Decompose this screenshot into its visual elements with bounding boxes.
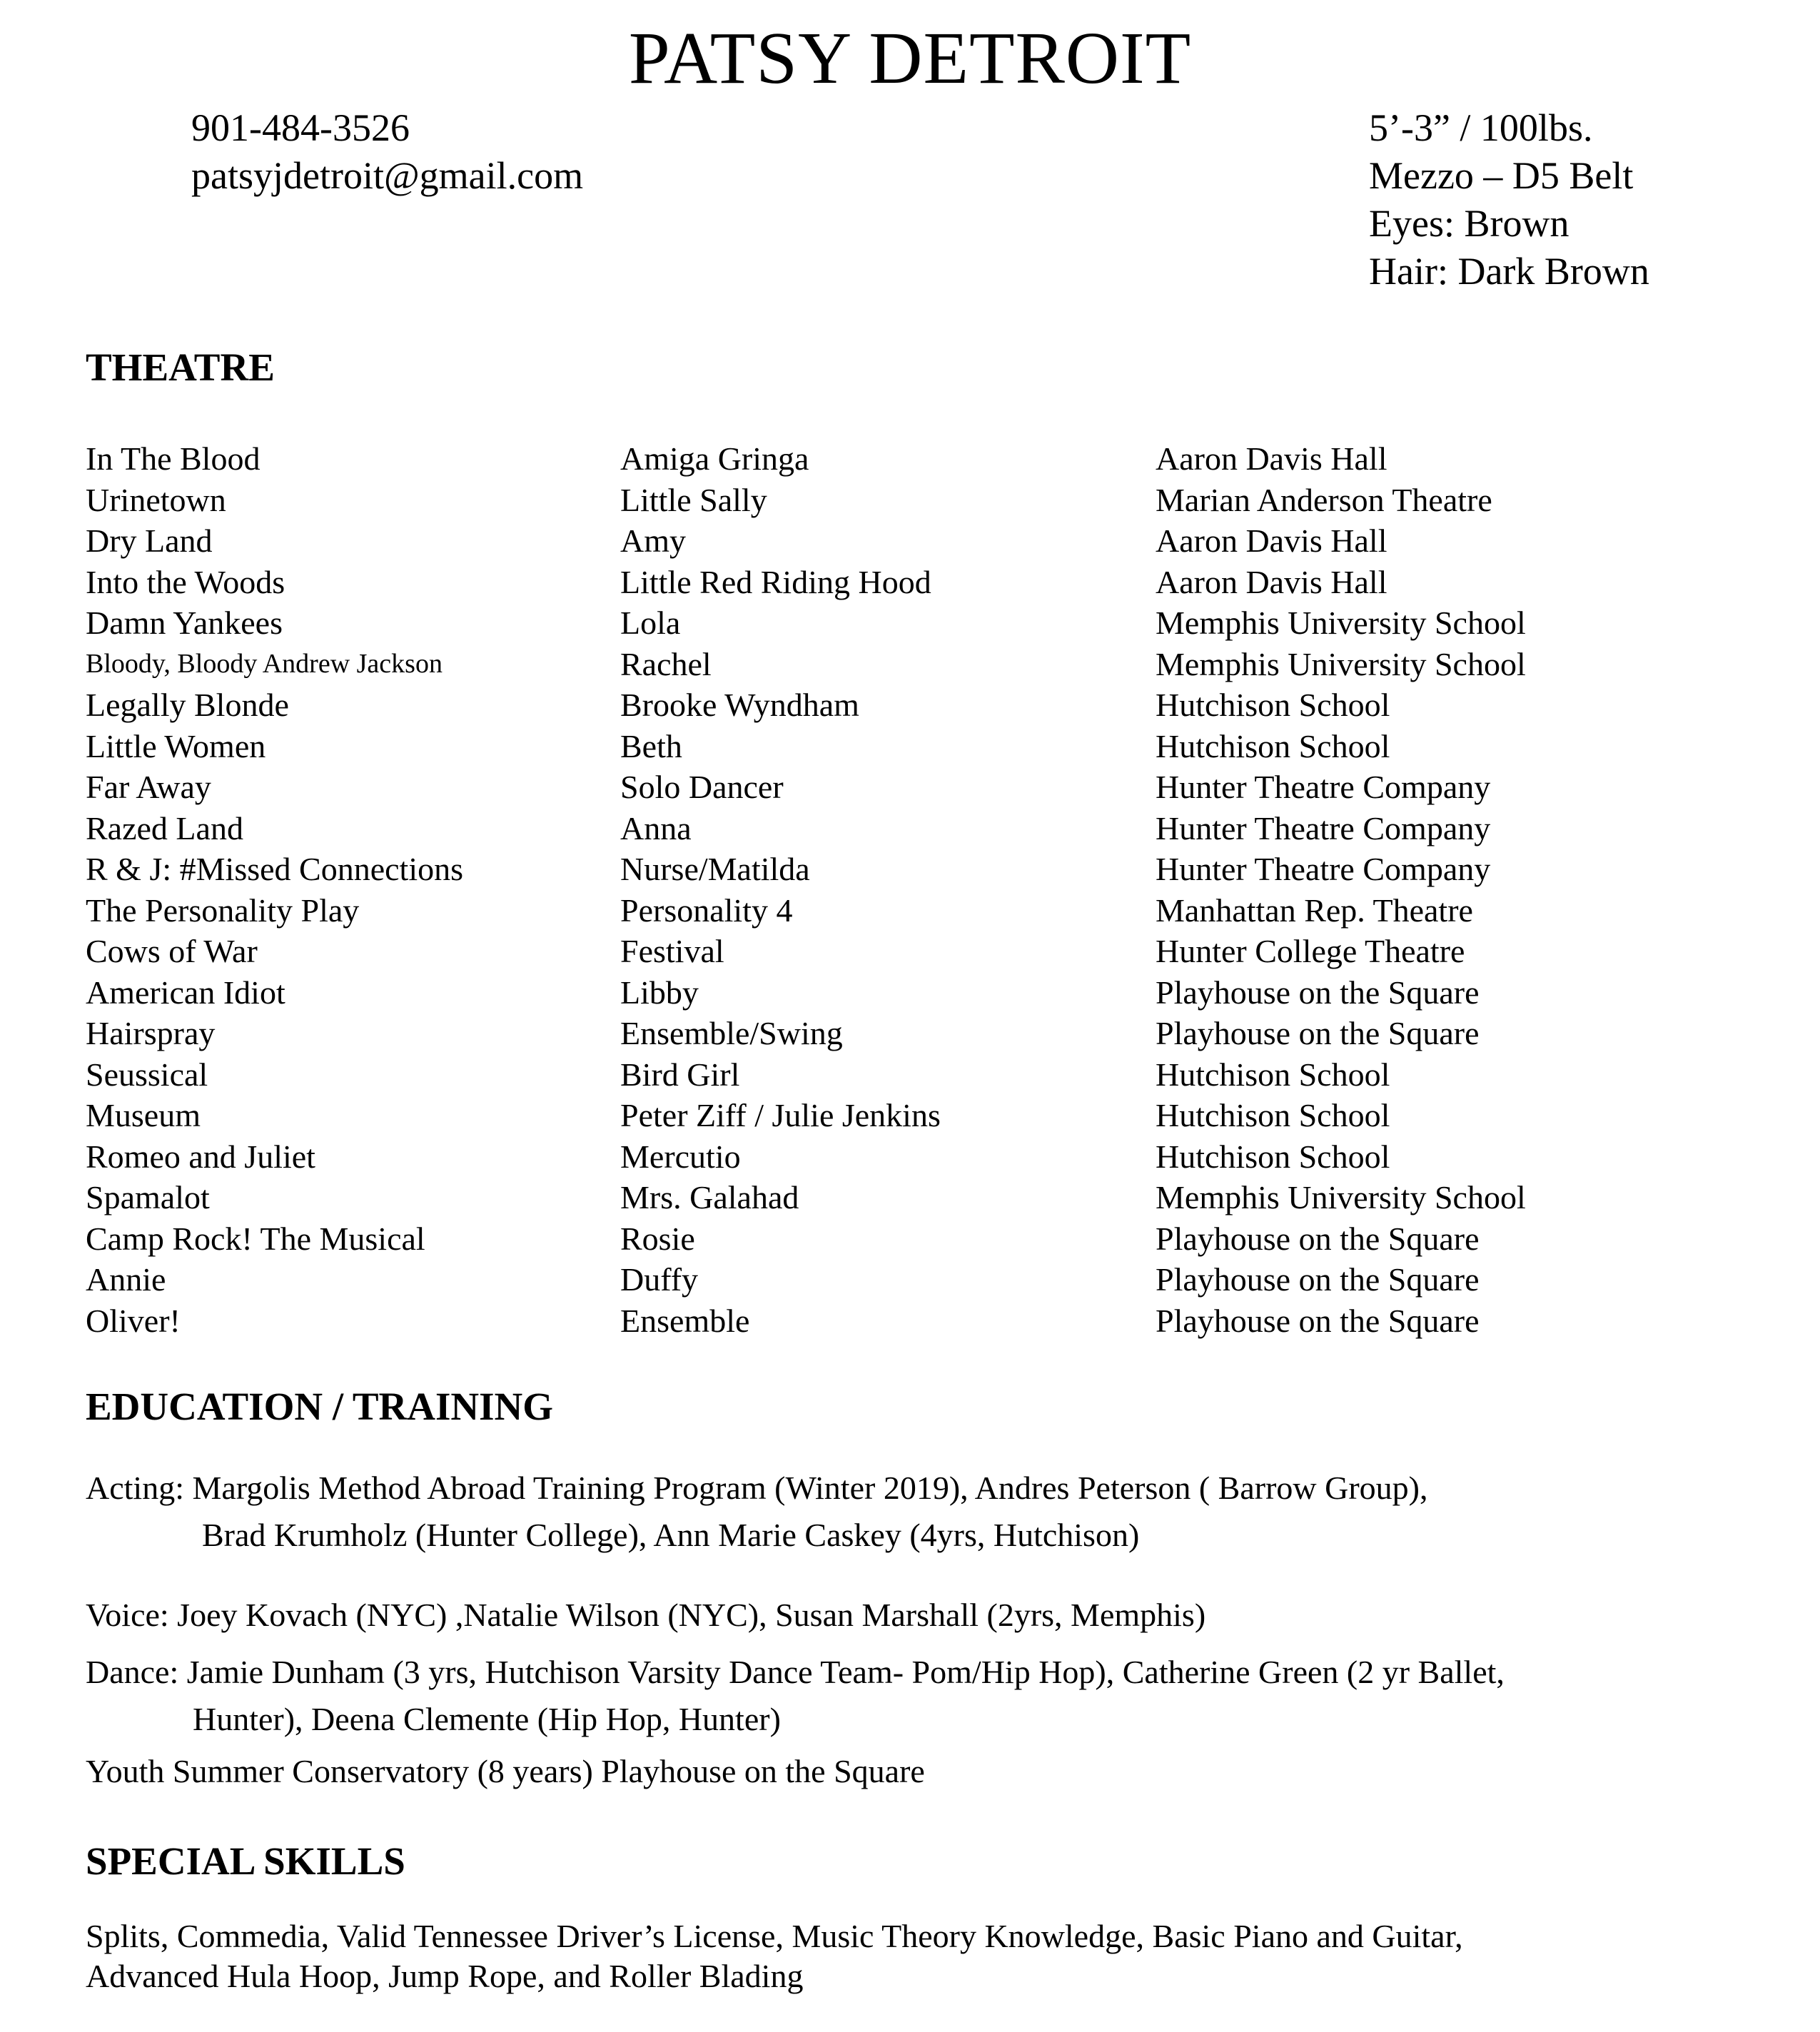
credit-venue: Aaron Davis Hall	[1156, 563, 1387, 600]
skills-heading: SPECIAL SKILLS	[86, 1839, 405, 1883]
education-heading: EDUCATION / TRAINING	[86, 1385, 554, 1428]
credit-role: Ensemble	[620, 1302, 750, 1339]
credit-role: Personality 4	[620, 891, 793, 929]
contact-info	[191, 104, 583, 200]
credit-role: Beth	[620, 727, 682, 764]
physical-stats	[1369, 104, 1649, 295]
credit-role: Bird Girl	[620, 1056, 740, 1093]
credit-show: American Idiot	[86, 974, 285, 1011]
credit-show: Romeo and Juliet	[86, 1138, 315, 1175]
credit-show: R & J: #Missed Connections	[86, 851, 464, 887]
credit-venue: Aaron Davis Hall	[1156, 440, 1387, 477]
credit-role: Mercutio	[620, 1138, 741, 1175]
credit-show: Hairspray	[86, 1015, 216, 1051]
theatre-credit-row	[86, 602, 1727, 644]
theatre-credit-row	[86, 438, 1727, 480]
education-dance-line-1: Dance: Jamie Dunham (3 yrs, Hutchison Varsity Dance Team- Pom/Hip Hop), Catherine Green (2 yr Ballet,	[86, 1654, 1505, 1690]
credit-show: Annie	[86, 1261, 166, 1298]
credit-role: Festival	[620, 933, 724, 969]
eye-color: Eyes: Brown	[1369, 202, 1569, 245]
credit-show: Far Away	[86, 769, 211, 805]
skills-line-2: Advanced Hula Hoop, Jump Rope, and Roller Blading	[86, 1958, 804, 1994]
credit-role: Rachel	[620, 645, 712, 682]
theatre-heading: THEATRE	[86, 345, 275, 389]
credit-role: Duffy	[620, 1261, 699, 1298]
theatre-credit-row	[86, 931, 1727, 972]
theatre-credit-row	[86, 849, 1727, 890]
credit-role: Peter Ziff / Julie Jenkins	[620, 1097, 941, 1133]
theatre-credit-row	[86, 972, 1727, 1014]
credit-venue: Aaron Davis Hall	[1156, 522, 1387, 559]
credit-show: Dry Land	[86, 522, 213, 559]
credit-show: Little Women	[86, 727, 266, 764]
credit-venue: Hutchison School	[1156, 1056, 1390, 1093]
credit-venue: Hunter Theatre Company	[1156, 809, 1491, 846]
credit-show: Seussical	[86, 1056, 208, 1093]
skills-line-1: Splits, Commedia, Valid Tennessee Driver’s License, Music Theory Knowledge, Basic Piano and Guitar,	[86, 1918, 1463, 1954]
credit-venue: Playhouse on the Square	[1156, 974, 1480, 1011]
credit-role: Libby	[620, 974, 699, 1011]
special-skills-text	[86, 1916, 1463, 1996]
theatre-credit-row	[86, 1013, 1727, 1054]
credit-show: Bloody, Bloody Andrew Jackson	[86, 648, 443, 679]
education-acting-line-2: Brad Krumholz (Hunter College), Ann Marie Caskey (4yrs, Hutchison)	[202, 1517, 1140, 1553]
theatre-credit-row	[86, 1300, 1727, 1342]
education-voice: Voice: Joey Kovach (NYC) ,Natalie Wilson (NYC), Susan Marshall (2yrs, Memphis)	[86, 1597, 1206, 1633]
credit-show: Damn Yankees	[86, 605, 283, 641]
credit-show: Camp Rock! The Musical	[86, 1220, 425, 1257]
theatre-credit-row	[86, 1177, 1727, 1218]
theatre-credit-row	[86, 520, 1727, 562]
credit-show: Cows of War	[86, 933, 258, 969]
credit-show: Urinetown	[86, 481, 226, 518]
credit-venue: Marian Anderson Theatre	[1156, 481, 1492, 518]
credit-venue: Hutchison School	[1156, 1138, 1390, 1175]
theatre-credit-row	[86, 480, 1727, 521]
credit-show: Spamalot	[86, 1179, 210, 1215]
credit-show: Museum	[86, 1097, 201, 1133]
education-acting-line-1: Acting: Margolis Method Abroad Training Program (Winter 2019), Andres Peterson ( Barrow Group),	[86, 1470, 1428, 1506]
theatre-credit-row	[86, 644, 1727, 685]
theatre-credit-row	[86, 1259, 1727, 1300]
credit-venue: Manhattan Rep. Theatre	[1156, 891, 1473, 929]
credit-show: Oliver!	[86, 1302, 181, 1339]
credit-role: Nurse/Matilda	[620, 851, 810, 887]
credit-venue: Hunter College Theatre	[1156, 933, 1465, 969]
credit-role: Amy	[620, 522, 686, 559]
credit-role: Ensemble/Swing	[620, 1015, 843, 1051]
credit-role: Mrs. Galahad	[620, 1179, 799, 1215]
email-address: patsyjdetroit@gmail.com	[191, 154, 584, 197]
theatre-credit-row	[86, 767, 1727, 808]
credit-venue: Playhouse on the Square	[1156, 1302, 1480, 1339]
credit-show: Legally Blonde	[86, 687, 289, 723]
theatre-credit-row	[86, 1054, 1727, 1096]
credit-venue: Hutchison School	[1156, 727, 1390, 764]
credit-role: Solo Dancer	[620, 769, 784, 805]
education-dance-line-2: Hunter), Deena Clemente (Hip Hop, Hunter)	[193, 1701, 781, 1737]
theatre-credit-row	[86, 1218, 1727, 1260]
theatre-credit-row	[86, 684, 1727, 726]
credit-role: Rosie	[620, 1220, 695, 1257]
credit-role: Anna	[620, 809, 692, 846]
credit-venue: Playhouse on the Square	[1156, 1261, 1480, 1298]
credit-venue: Hunter Theatre Company	[1156, 769, 1491, 805]
theatre-credit-row	[86, 890, 1727, 931]
credit-role: Little Sally	[620, 481, 767, 518]
credit-venue: Hunter Theatre Company	[1156, 851, 1491, 887]
voice-type: Mezzo – D5 Belt	[1369, 154, 1634, 197]
credit-show: Into the Woods	[86, 563, 285, 600]
credit-role: Little Red Riding Hood	[620, 563, 931, 600]
hair-color: Hair: Dark Brown	[1369, 250, 1649, 293]
credit-venue: Memphis University School	[1156, 1179, 1526, 1215]
credit-show: Razed Land	[86, 809, 243, 846]
credit-role: Brooke Wyndham	[620, 687, 859, 723]
credit-venue: Memphis University School	[1156, 605, 1526, 641]
theatre-credit-row	[86, 808, 1727, 849]
credit-show: The Personality Play	[86, 891, 360, 929]
credit-venue: Memphis University School	[1156, 645, 1526, 682]
credit-role: Amiga Gringa	[620, 440, 809, 477]
credit-venue: Hutchison School	[1156, 1097, 1390, 1133]
phone-number: 901-484-3526	[191, 106, 410, 149]
theatre-credit-row	[86, 726, 1727, 767]
height-weight: 5’-3” / 100lbs.	[1369, 106, 1593, 149]
credit-venue: Playhouse on the Square	[1156, 1015, 1480, 1051]
theatre-credits-table	[86, 438, 1727, 1341]
theatre-credit-row	[86, 562, 1727, 603]
credit-venue: Playhouse on the Square	[1156, 1220, 1480, 1257]
education-conservatory: Youth Summer Conservatory (8 years) Playhouse on the Square	[86, 1753, 925, 1789]
theatre-credit-row	[86, 1136, 1727, 1178]
credit-show: In The Blood	[86, 440, 261, 477]
resume-name: PATSY DETROIT	[628, 17, 1192, 99]
credit-venue: Hutchison School	[1156, 687, 1390, 723]
credit-role: Lola	[620, 605, 681, 641]
theatre-credit-row	[86, 1095, 1727, 1136]
